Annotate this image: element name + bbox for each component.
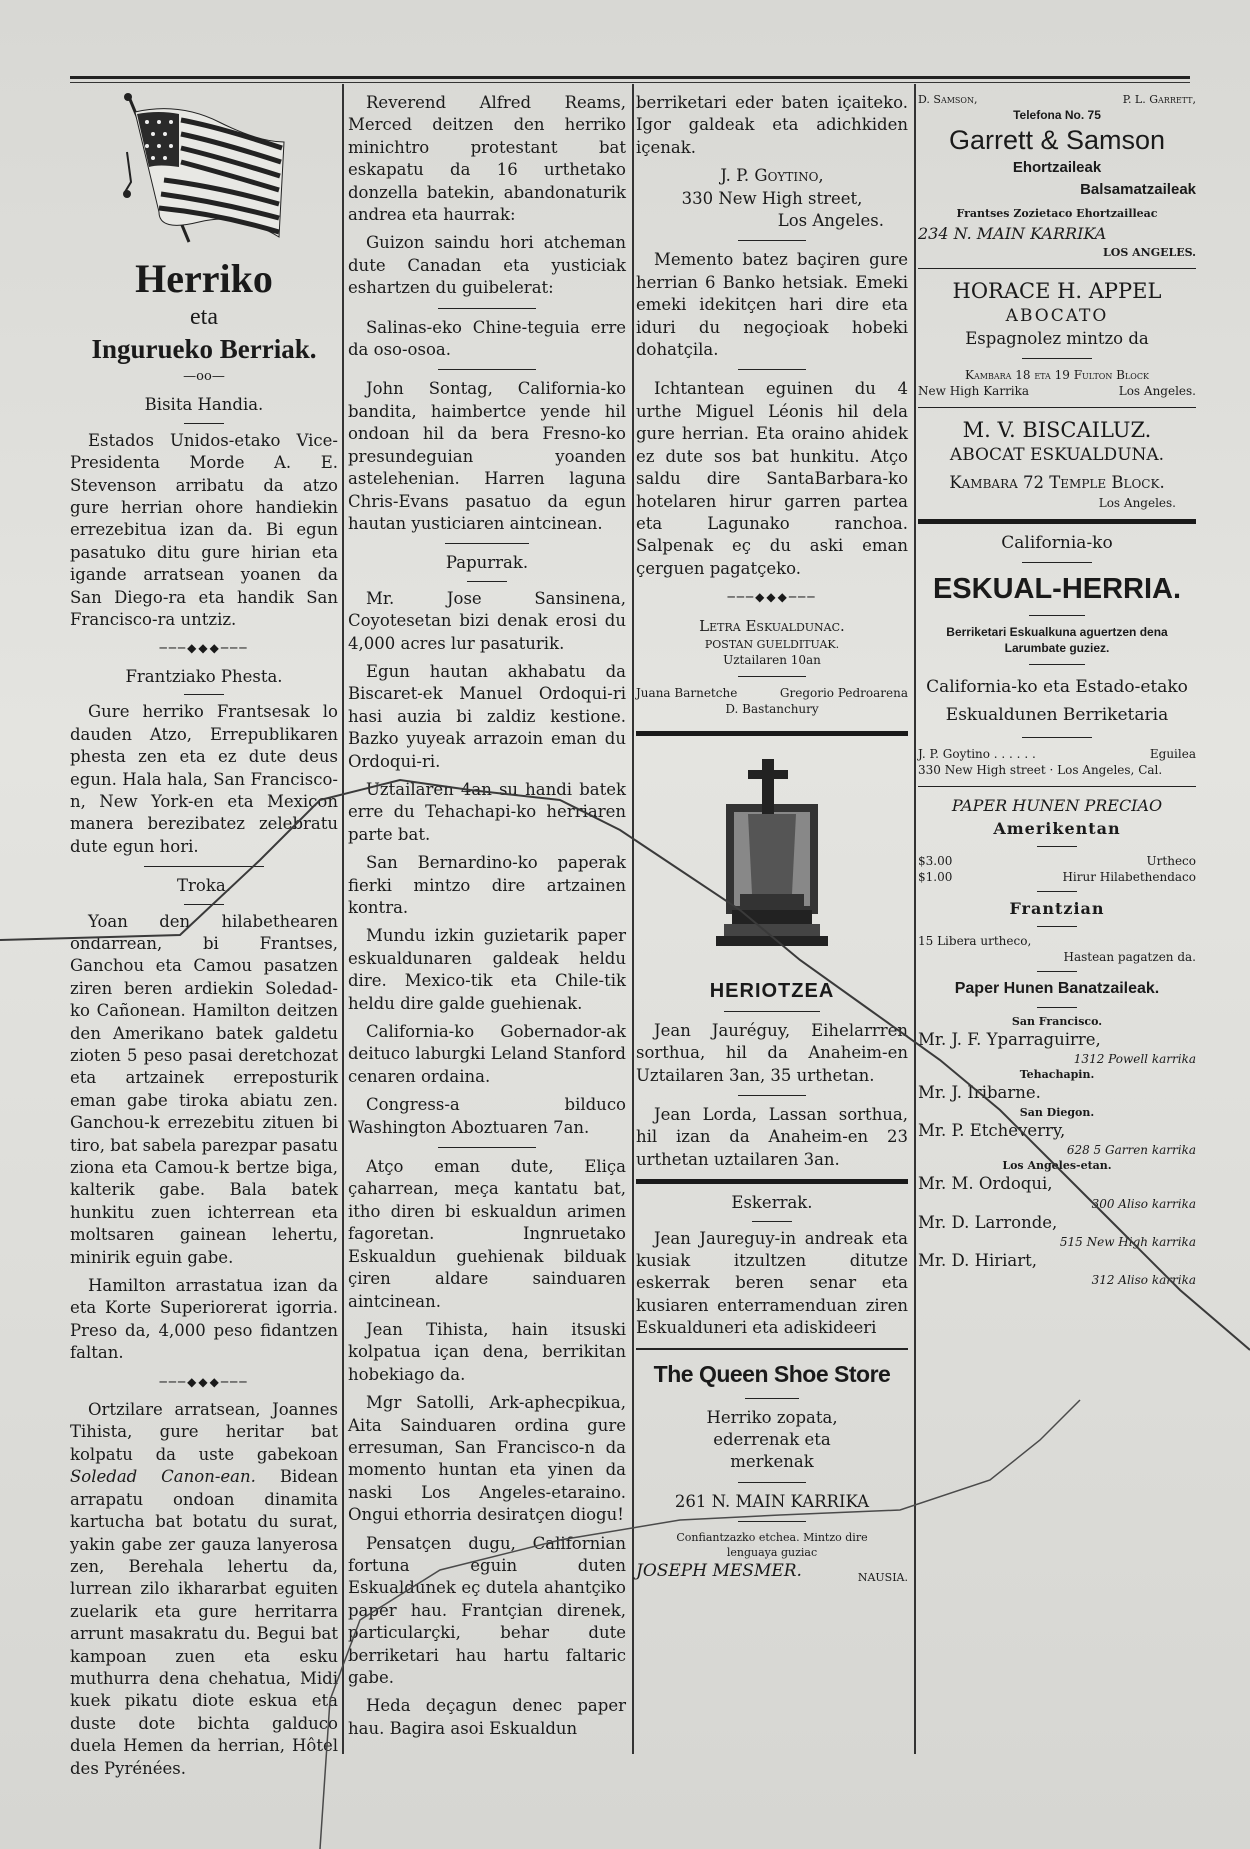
garrett-ehortz: Ehortzaileak — [1012, 159, 1102, 176]
rule — [918, 407, 1196, 408]
divider-oo: —oo— — [183, 369, 225, 384]
thick-rule — [918, 519, 1196, 524]
heading-heriotzea: HERIOTZEA — [709, 980, 835, 1003]
short-rule — [467, 581, 507, 582]
agent-address: 515 New High karrika — [1059, 1234, 1196, 1249]
short-rule — [1037, 891, 1077, 892]
rule — [918, 786, 1196, 787]
price-term: Urtheco — [1146, 854, 1196, 869]
letters-date: Uztailaren 10an — [723, 652, 821, 667]
tombstone-cross-icon — [636, 744, 908, 974]
garrett-name: P. L. Garrett, — [1122, 93, 1196, 106]
rule — [438, 308, 535, 309]
article-biscaret: Egun hautan akhabatu da Biscaret-ek Manuel Ordoqui-ri hasi auzia bi zaldiz kestione. Bazko yuyeak arrazoin eman du Ordoqui-ri. — [348, 661, 626, 771]
short-rule — [1037, 1007, 1077, 1008]
city-san-diego: San Diegon. — [1019, 1105, 1095, 1119]
heading-eskerrak: Eskerrak. — [731, 1193, 813, 1213]
top-rule — [70, 76, 1190, 79]
samson-name: D. Samson, — [918, 93, 978, 106]
masthead-description: California-ko eta Estado-etako Eskualdunen Berriketaria — [926, 677, 1188, 726]
appel-address-row — [918, 383, 1196, 399]
article-tihista-health: Jean Tihista, hain itsuski kolpatua içan dena, berrikitan hobekiago da. — [348, 1319, 626, 1384]
appel-address-1: Kambara 18 eta 19 Fulton Block — [965, 368, 1149, 383]
article-troka-2: Hamilton arrastatua izan da eta Korte Superiorerat igorria. Preso da, 4,000 peso fidantzen faltan. — [70, 1276, 338, 1363]
section-title-eta: eta — [190, 304, 218, 330]
rule — [738, 240, 806, 241]
queen-shoe-owner: JOSEPH MESMER. — [636, 1561, 802, 1582]
article-eskerrak: Jean Jaureguy-in andreak eta kusiak itzultzen ditutze eskerrak beren senar eta kusiaren enterramenduan ziren Eskualduneri eta adiskideeri — [636, 1228, 908, 1338]
short-rule — [1037, 846, 1077, 847]
article-salinas: Salinas-eko Chine-teguia erre da oso-osoa. — [348, 317, 626, 360]
article-tihista-place: Soledad Canon-ean. — [70, 1467, 256, 1487]
short-rule — [1037, 926, 1077, 927]
agent-address: 300 Aliso karrika — [1091, 1196, 1196, 1211]
garrett-city: LOS ANGELES. — [1103, 246, 1196, 260]
price-value: $1.00 — [918, 870, 953, 885]
column-2 — [348, 92, 626, 1746]
biscailuz-name: M. V. BISCAILUZ. — [962, 418, 1152, 443]
france-price: 15 Libera urtheco, — [918, 934, 1032, 949]
masthead-publisher: J. P. Goytino . . . . . . — [918, 747, 1036, 762]
article-mundu: Mundu izkin guzietarik paper eskualdunaren galdeak heldu dire. Mexico-tik eta Chile-tik heldu dire galde guehienak. — [348, 926, 626, 1013]
garrett-address: 234 N. MAIN KARRIKA — [918, 223, 1107, 243]
thick-rule — [636, 731, 908, 736]
american-flag-icon — [119, 92, 289, 252]
rule — [1029, 615, 1085, 616]
article-berriketari: berriketari eder baten içaiteko. Igor galdeak eta adichkiden içenak. — [636, 93, 908, 157]
price-row-2 — [918, 869, 1196, 885]
article-tihista-text-2: Bidean arrapatu ondoan dinamita kartucha bat botatu du surat, yakin gabe zer gauza lanyerosa zen, Berehala lehertu da, lurrean zilo ikhararbat eguiten zuelarik eta gure herritarra arrunt masakratu du. Begui bat kampoan zuen eta esku muthurra dena chehatua, Midi kuek pikatu diote eskua eta duste dote bichta galduco duela Hemen da herrian, Hôtel des Pyrénées. — [70, 1467, 339, 1778]
article-satolli: Mgr Satolli, Ark-aphecpikua, Aita Sainduaren ordina gure erresuman, San Francisco-n da momento huntan eta yinen da naski Los Angeles-etaraino. Ongui ethorria desiratçen diogu! — [348, 1393, 626, 1525]
rule — [1022, 358, 1092, 359]
agent-address: 1312 Powell karrika — [1073, 1052, 1196, 1067]
city-san-francisco: San Francisco. — [1011, 1014, 1103, 1028]
goytino-city: Los Angeles. — [777, 211, 884, 231]
article-heda: Heda deçagun denec paper hau. Bagira asoi Eskualdun — [348, 1696, 626, 1738]
rule — [738, 676, 806, 677]
obituary-lorda: Jean Lorda, Lassan sorthua, hil izan da Anaheim-en 23 urthetan uztailaren 3an. — [636, 1104, 908, 1169]
heading-bisita: Bisita Handia. — [144, 395, 264, 415]
heading-preciao: PAPER HUNEN PRECIAO — [951, 796, 1163, 816]
article-stanford: California-ko Gobernador-ak deituco laburgki Leland Stanford cenaren ordaina. — [348, 1022, 626, 1086]
article-pensatzen: Pensatçen dugu, Californian fortuna eguin duten Eskualdunek eç dutela ahantçiko paper hau. Frantçian direnek, particularçki, behar dute berriketari hau hartu faltaric gabe. — [348, 1533, 626, 1687]
rule — [724, 1011, 819, 1012]
short-rule — [184, 423, 224, 424]
article-tihista-text: Ortzilare arratsean, Joannes Tihista, gure heritar bat kolpatu da uste gabekoan — [70, 1400, 338, 1464]
letter-name: D. Bastanchury — [725, 701, 819, 716]
short-rule — [1037, 971, 1077, 972]
agent-name: Mr. J. F. Yparraguirre, — [918, 1029, 1101, 1049]
garrett-names-row — [918, 92, 1196, 107]
garrett-balsam: Balsamatzaileak — [1080, 181, 1196, 199]
rule — [445, 543, 528, 544]
queen-shoe-note: Confiantzazko etchea. Mintzo dire lenguaya guziac — [676, 1531, 868, 1560]
article-reams: Reverend Alfred Reams, Merced deitzen den herriko minichtro protestant bat eskapatu da 16 urthetako donzella batekin, abandonaturik andrea eta haurrak: — [348, 93, 626, 225]
section-title-ingurueko: Ingurueko Berriak. — [91, 334, 317, 364]
section-title-herriko: Herriko — [135, 256, 273, 301]
short-rule — [184, 904, 224, 905]
queen-shoe-role: NAUSIA. — [857, 1571, 908, 1585]
rule — [745, 1398, 799, 1399]
rule — [438, 369, 535, 370]
rule — [438, 1147, 535, 1148]
rule — [738, 1095, 806, 1096]
article-eliza: Atço eman dute, Eliça çaharrean, meça kantatu bat, itho diren bi eskualdun arimen fagoretan. Ingnruetako Eskualdun guehienak bilduak çiren aldare sainduaren aintcinean. — [348, 1157, 626, 1311]
letter-name: Juana Barnetche — [636, 685, 738, 700]
ornament-divider: ───◆◆◆─── — [727, 590, 817, 605]
rule — [738, 369, 806, 370]
masthead-publisher-row — [918, 746, 1196, 762]
heading-phesta: Frantziako Phesta. — [125, 666, 283, 686]
obituary-jaureguy: Jean Jauréguy, Eihelarrren sorthua, hil da Anaheim-en Uztailaren 3an, 35 urthetan. — [636, 1020, 908, 1085]
biscailuz-role: ABOCAT ESKUALDUNA. — [949, 445, 1165, 466]
france-note: Hastean pagatzen da. — [1063, 950, 1196, 965]
article-phesta: Gure herriko Frantsesak lo dauden Atzo, Errepublikaren phesta zen eta ez dute deus egun. Hala hala, San Francisco-n, New York-en eta Mexicon manera berezibatez zelebratu dute egun hori. — [70, 702, 338, 856]
column-1 — [70, 92, 338, 1786]
heading-banatzaileak: Paper Hunen Banatzaileak. — [954, 980, 1160, 998]
thick-rule — [636, 1179, 908, 1184]
rule — [738, 1521, 806, 1522]
short-rule — [752, 1221, 792, 1222]
rule — [738, 1482, 806, 1483]
masthead-address: 330 New High street · Los Angeles, Cal. — [918, 763, 1163, 778]
column-4 — [918, 92, 1196, 1288]
ornament-divider: ───◆◆◆─── — [159, 641, 249, 656]
garrett-frantses: Frantses Zozietaco Ehortzailleac — [956, 206, 1158, 220]
masthead-subtitle: Berriketari Eskualkuna aguertzen dena Larumbate guziez. — [946, 625, 1168, 656]
goytino-name: J. P. Goytino, — [720, 166, 824, 186]
article-tehachapi: Uztailaren 4an su handi batek erre du Tehachapi-ko herriaren parte bat. — [348, 779, 626, 844]
article-tihista — [70, 1399, 338, 1780]
top-rule-thin — [70, 82, 1190, 83]
queen-shoe-owner-row — [636, 1560, 908, 1585]
appel-city: Los Angeles. — [1118, 384, 1196, 399]
garrett-telephone: Telefona No. 75 — [1013, 108, 1101, 122]
queen-shoe-subtitle: Herriko zopata, ederrenak eta merkenak — [706, 1407, 838, 1472]
masthead-publisher-role: Eguilea — [1149, 747, 1196, 762]
agent-address: 312 Aliso karrika — [1091, 1273, 1196, 1288]
appel-role: ABOCATO — [1005, 306, 1109, 327]
agent-name: Mr. D. Larronde, — [918, 1212, 1058, 1232]
price-term: Hirur Hilabethendaco — [1062, 870, 1196, 885]
biscailuz-address: Kambara 72 Temple Block. — [949, 473, 1165, 493]
column-rule-1 — [342, 84, 344, 1754]
ornament-divider: ───◆◆◆─── — [159, 1374, 249, 1389]
heading-frantzian: Frantzian — [1009, 899, 1105, 919]
letters-names-row — [636, 685, 908, 701]
appel-language: Espagnolez mintzo da — [965, 328, 1149, 348]
rule — [1029, 664, 1085, 665]
article-bernardino: San Bernardino-ko paperak fierki mintzo dire artzainen kontra. — [348, 853, 626, 917]
price-value: $3.00 — [918, 854, 953, 869]
garrett-title: Garrett & Samson — [948, 125, 1166, 155]
agent-name: Mr. M. Ordoqui, — [918, 1174, 1053, 1194]
article-sontag: John Sontag, California-ko bandita, haimbertce yende hil ondoan hil da bera Fresno-ko presundeguian yoanden astelehenian. Harren laguna Chris-Evans pasatuo da egun hautan yusticiaren aintcinean. — [348, 379, 626, 533]
article-troka-1: Yoan den hilabethearen ondarrean, bi Frantses, Ganchou eta Camou pasatzen ziren beren ardiekin Soledad-ko Cañonean. Hamilton deitzen den Amerikano batek galdetu zioten 5 peso pasai deretchozat eta artzainek erreposturik eman gabe tiroka abiatu zen. Ganchou-k errezebitu zituen bi tiro, bat sabela parezpar pasatu ziona eta Camou-k bertze biga, kalterik gabe. Bala batek hunkitu zuen ichterrean eta moltsaren gainean lehertu, minirik eguin gabe. — [70, 911, 338, 1267]
article-leonis: Ichtantean eguinen du 4 urthe Miguel Léonis hil dela gure herrian. Eta oraino ahidek ez dute sos bat hunkitu. Atço saldu dire SantaBarbara-ko hotelaren hirur garren partea eta Lagunako ranchoa. Salpenak eç du aski eman çerguen pagatçeko. — [636, 379, 908, 578]
heading-papurrak: Papurrak. — [445, 553, 529, 573]
article-banko: Memento batez baçiren gure herrian 6 Banko hetsiak. Emeki emeki idekitçen hari dire eta iduri du negoçioak hobeki dohatçila. — [636, 250, 908, 360]
goytino-address: 330 New High street, — [681, 188, 863, 208]
agent-name: Mr. D. Hiriart, — [918, 1250, 1038, 1270]
heading-postan: POSTAN GUELDITUAK. — [704, 637, 840, 651]
short-rule — [184, 694, 224, 695]
city-los-angeles: Los Angeles-etan. — [1002, 1159, 1112, 1173]
rule — [1022, 562, 1092, 563]
rule — [636, 1348, 908, 1350]
heading-letra: Letra Eskualdunac. — [699, 616, 845, 635]
agent-name: Mr. P. Etcheverry, — [918, 1120, 1066, 1140]
column-rule-3 — [914, 84, 916, 1754]
rule — [918, 268, 1196, 269]
agent-name: Mr. J. Iribarne. — [918, 1083, 1041, 1103]
letter-name: Gregorio Pedroarena — [779, 685, 908, 700]
article-congress: Congress-a bilduco Washington Aboztuaren 7an. — [348, 1095, 626, 1137]
article-guizon: Guizon saindu hori atcheman dute Canadan eta yusticiak eshartzen du guibelerat: — [348, 233, 626, 298]
rule — [144, 866, 265, 867]
city-tehachapi: Tehachapin. — [1019, 1068, 1095, 1082]
heading-troka: Troka. — [177, 876, 231, 896]
price-row-1 — [918, 853, 1196, 869]
article-sansinena: Mr. Jose Sansinena, Coyotesetan bizi denak erosi du 4,000 acres lur pasaturik. — [348, 588, 626, 653]
rule — [1022, 737, 1092, 738]
appel-street: New High Karrika — [918, 384, 1030, 399]
biscailuz-city: Los Angeles. — [1098, 495, 1176, 510]
column-rule-2 — [632, 84, 634, 1754]
masthead-title: ESKUAL-HERRIA. — [932, 573, 1182, 606]
masthead-california: California-ko — [1001, 532, 1113, 553]
column-3 — [636, 92, 908, 1585]
article-bisita: Estados Unidos-etako Vice-Presidenta Morde A. E. Stevenson arribatu da atzo gure herrian ohore handiekin errezebitua izan da. Bi egun pasatuko ditu gure hirian eta igande arratsean yoanen da San Diego-ra eta handik San Francisco-ra untziz. — [70, 430, 338, 630]
queen-shoe-title: The Queen Shoe Store — [653, 1360, 891, 1387]
agent-address: 628 5 Garren karrika — [1066, 1143, 1196, 1158]
appel-name: HORACE H. APPEL — [952, 279, 1162, 304]
queen-shoe-address: 261 N. MAIN KARRIKA — [674, 1491, 870, 1511]
heading-amerika: Amerikentan — [993, 818, 1121, 838]
